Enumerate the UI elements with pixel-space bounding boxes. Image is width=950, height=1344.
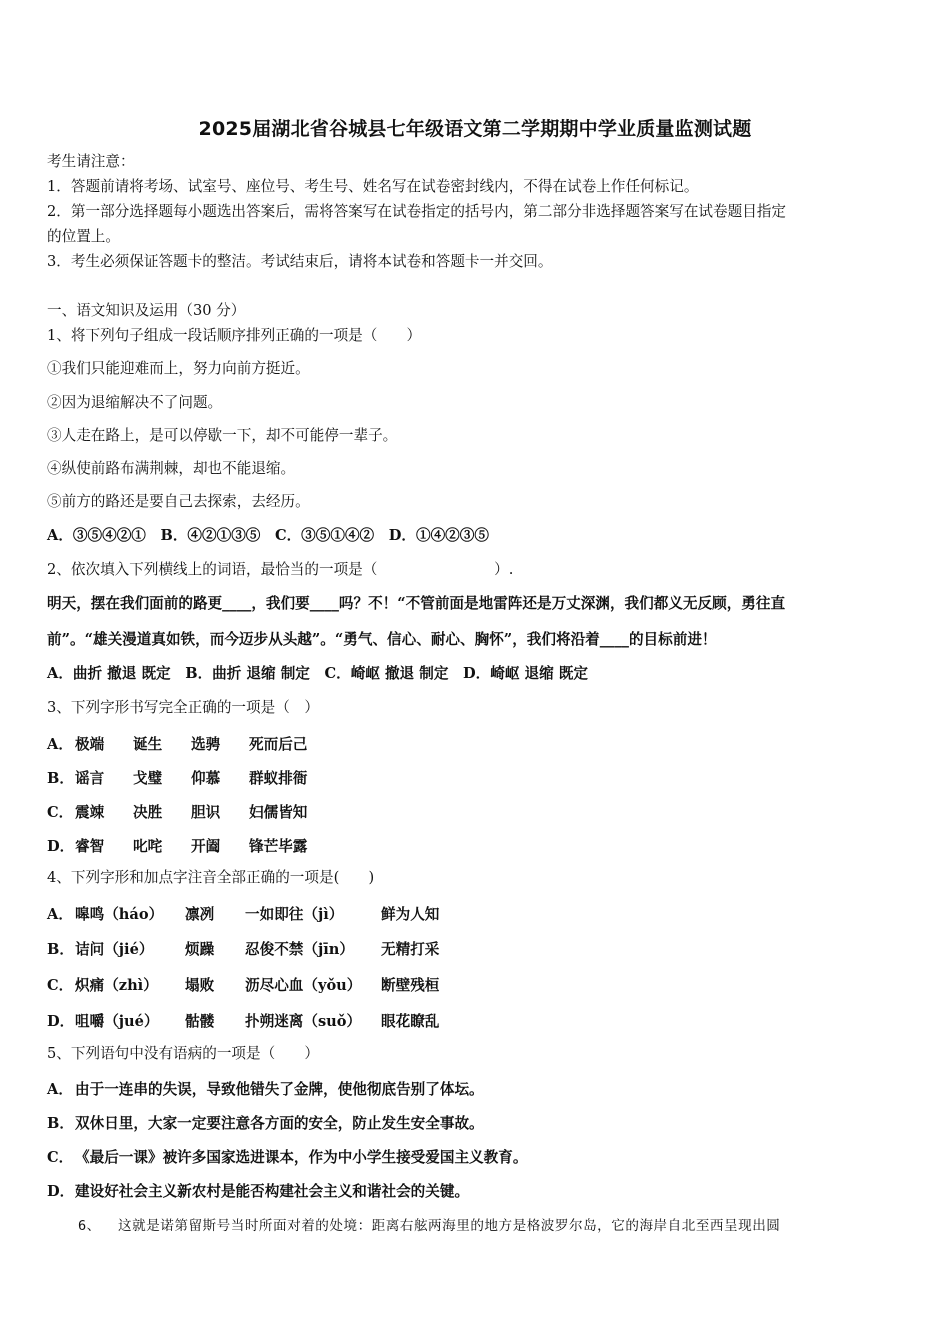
- q1-sentence-5: ⑤前方的路还是要自己去探索，去经历。: [47, 493, 310, 510]
- q5-option-c: [47, 1146, 527, 1167]
- q4-stem: 4、下列字形和加点字注音全部正确的一项是( ): [47, 869, 375, 886]
- q2-options: A．曲折 撤退 既定 B．曲折 退缩 制定 C．崎岖 撤退 制定 D．崎岖 退缩 既定: [47, 665, 588, 682]
- option-label: C．: [47, 1149, 74, 1166]
- option-word: 咀嚼（jué）: [75, 1013, 159, 1030]
- q1-sentence-3: ③人走在路上，是可以停歇一下，却不可能停一辈子。: [47, 427, 398, 444]
- option-label: A．: [47, 736, 73, 753]
- notice-line-3: 3．考生必须保证答题卡的整洁。考试结束后，请将本试卷和答题卡一并交回。: [47, 253, 553, 270]
- option-word: 凛冽: [185, 906, 215, 923]
- option-word: 仰慕: [191, 770, 221, 787]
- q6-number: 6、: [78, 1218, 101, 1234]
- option-word: 诘问（jié）: [75, 941, 154, 958]
- option-word: 无精打采: [381, 941, 440, 958]
- option-word: 胆识: [191, 804, 221, 821]
- q6-text: 这就是诺第留斯号当时所面对着的处境：距离右舷两海里的地方是格波罗尔岛，它的海岸自北至西呈现出圆: [118, 1218, 781, 1234]
- notice-line-1: 1．答题前请将考场、试室号、座位号、考生号、姓名写在试卷密封线内，不得在试卷上作任何标记。: [47, 178, 699, 195]
- q3-option-b: [47, 767, 369, 788]
- option-word: 死而后己: [249, 736, 308, 753]
- option-word: 震竦: [75, 804, 105, 821]
- option-word: 一如即往（jì）: [245, 906, 344, 923]
- q5-stem: 5、下列语句中没有语病的一项是（ ）: [47, 1045, 319, 1062]
- option-word: 妇儒皆知: [249, 804, 308, 821]
- q1-sentence-1: ①我们只能迎难而上，努力向前方挺近。: [47, 360, 310, 377]
- option-word: 诞生: [133, 736, 163, 753]
- option-label: D．: [47, 838, 75, 855]
- option-label: D．: [47, 1183, 75, 1200]
- q3-stem: 3、下列字形书写完全正确的一项是（ ）: [47, 699, 319, 716]
- option-word: 叱咤: [133, 838, 163, 855]
- q4-option-c: [47, 974, 501, 995]
- q4-option-b: [47, 938, 501, 959]
- q1-stem: 1、将下列句子组成一段话顺序排列正确的一项是（ ）: [47, 327, 422, 344]
- option-word: 戈璧: [133, 770, 163, 787]
- section-heading: 一、语文知识及运用（30 分）: [47, 302, 246, 319]
- q1-sentence-2: ②因为退缩解决不了问题。: [47, 394, 223, 411]
- option-word: 扑朔迷离（suǒ）: [245, 1013, 362, 1030]
- option-label: A．: [47, 1081, 73, 1098]
- option-label: C．: [47, 977, 74, 994]
- option-text: 建设好社会主义新农村是能否构建社会主义和谐社会的关键。: [75, 1183, 470, 1200]
- q3-option-a: [47, 733, 369, 754]
- option-word: 忍俊不禁（jīn）: [245, 941, 354, 958]
- q4-option-a: [47, 903, 501, 924]
- option-label: A．: [47, 906, 73, 923]
- option-word: 群蚁排衙: [249, 770, 308, 787]
- option-word: 鲜为人知: [381, 906, 440, 923]
- option-word: 烦躁: [185, 941, 215, 958]
- option-word: 极端: [75, 736, 105, 753]
- option-label: B．: [47, 1115, 74, 1132]
- option-label: B．: [47, 941, 74, 958]
- option-label: B．: [47, 770, 74, 787]
- option-word: 锋芒毕露: [249, 838, 308, 855]
- option-word: 开阖: [191, 838, 221, 855]
- option-label: C．: [47, 804, 74, 821]
- q3-option-c: [47, 801, 369, 822]
- q3-option-d: [47, 835, 369, 856]
- q5-option-d: [47, 1180, 469, 1201]
- option-text: 双休日里，大家一定要注意各方面的安全，防止发生安全事故。: [75, 1115, 484, 1132]
- option-word: 决胜: [133, 804, 163, 821]
- option-text: 由于一连串的失误，导致他错失了金牌，使他彻底告别了体坛。: [75, 1081, 484, 1098]
- exam-title: 2025届湖北省谷城县七年级语文第二学期期中学业质量监测试题: [198, 118, 752, 140]
- option-word: 选骋: [191, 736, 221, 753]
- option-word: 嗥鸣（háo）: [75, 906, 164, 923]
- q1-sentence-4: ④纵使前路布满荆棘，却也不能退缩。: [47, 460, 296, 477]
- option-word: 断壁残桓: [381, 977, 440, 994]
- option-label: D．: [47, 1013, 75, 1030]
- q4-option-d: [47, 1010, 501, 1031]
- q1-options: A．③⑤④②① B．④②①③⑤ C．③⑤①④② D．①④②③⑤: [47, 527, 489, 544]
- option-word: 塌败: [185, 977, 215, 994]
- option-word: 沥尽心血（yǒu）: [245, 977, 362, 994]
- q2-stem: 2、依次填入下列横线上的词语，最恰当的一项是（ ）.: [47, 561, 514, 578]
- notice-heading: 考生请注意：: [47, 153, 135, 170]
- option-word: 谣言: [75, 770, 105, 787]
- q5-option-a: [47, 1078, 484, 1099]
- option-word: 炽痛（zhì）: [75, 977, 158, 994]
- q2-paragraph-2: 前”。“雄关漫道真如铁，而今迈步从头越”。“勇气、信心、耐心、胸怀”，我们将沿着____的目标前进！: [47, 631, 717, 648]
- option-text: 《最后一课》被许多国家选进课本，作为中小学生接受爱国主义教育。: [75, 1149, 528, 1166]
- notice-line-2: 2．第一部分选择题每小题选出答案后，需将答案写在试卷指定的括号内，第二部分非选择题答案写在试卷题目指定: [47, 203, 786, 220]
- option-word: 骷髅: [185, 1013, 215, 1030]
- option-word: 眼花瞭乱: [381, 1013, 440, 1030]
- q2-paragraph-1: 明天，摆在我们面前的路更____，我们要____吗？不！“不管前面是地雷阵还是万丈深渊，我们都义无反顾，勇往直: [47, 595, 786, 612]
- option-word: 睿智: [75, 838, 105, 855]
- q5-option-b: [47, 1112, 484, 1133]
- q6-line: [78, 1214, 780, 1234]
- notice-line-2-cont: 的位置上。: [47, 228, 120, 245]
